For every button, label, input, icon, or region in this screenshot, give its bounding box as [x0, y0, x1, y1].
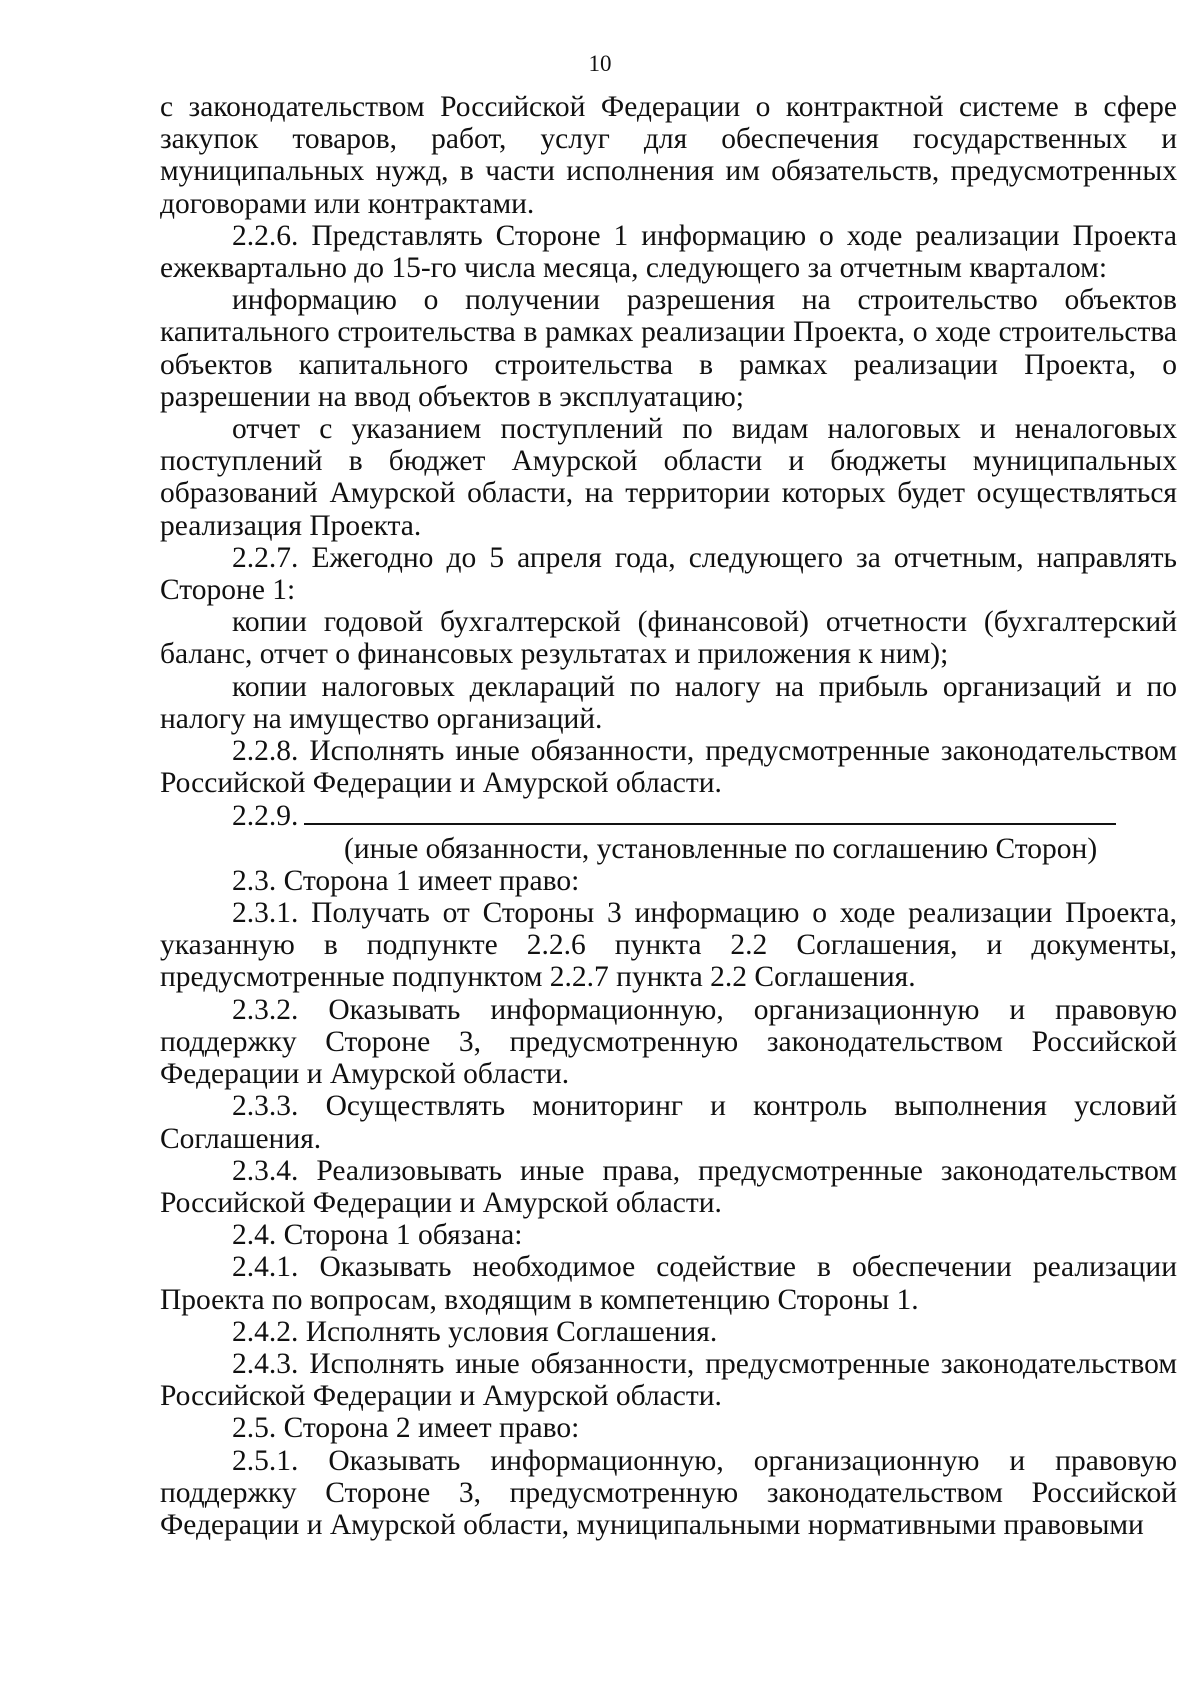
- paragraph-2-4-3: 2.4.3. Исполнять иные обязанности, предусмотренные законодательством Российской Федерации и Амурской области.: [160, 1347, 1177, 1413]
- paragraph-2-4: 2.4. Сторона 1 обязана:: [232, 1219, 523, 1252]
- blank-line-caption: (иные обязанности, установленные по соглашению Сторон): [344, 832, 1098, 865]
- paragraph-2-3-2: 2.3.2. Оказывать информационную, организационную и правовую поддержку Стороне 3, предусмотренную законодательством Российской Федерации и Амурской области.: [160, 993, 1177, 1091]
- paragraph-2-4-1: 2.4.1. Оказывать необходимое содействие в обеспечении реализации Проекта по вопросам, входящим в компетенцию Стороны 1.: [160, 1251, 1177, 1316]
- paragraph-construction-info: информацию о получении разрешения на строительство объектов капитального строительства в рамках реализации Проекта, о ходе строительства объектов капитального строительства в рамках реализации Проекта, о разрешении на ввод объектов в эксплуатацию;: [160, 284, 1177, 413]
- paragraph-continuation: с законодательством Российской Федерации о контрактной системе в сфере закупок товаров, работ, услуг для обеспечения государственных и муниципальных нужд, в части исполнения им обязательств, предусмотренных договорами или контрактами.: [160, 91, 1177, 220]
- paragraph-2-5: 2.5. Сторона 2 имеет право:: [232, 1412, 580, 1445]
- clause-number-2-2-9: 2.2.9.: [232, 800, 299, 833]
- document-body: [160, 91, 1177, 1541]
- fill-in-blank-line: [304, 799, 1116, 825]
- paragraph-2-2-6: 2.2.6. Представлять Стороне 1 информацию о ходе реализации Проекта ежеквартально до 15-го числа месяца, следующего за отчетным кварталом:: [160, 219, 1177, 285]
- paragraph-2-5-1: 2.5.1. Оказывать информационную, организационную и правовую поддержку Стороне 3, предусмотренную законодательством Российской Федерации и Амурской области, муниципальными нормативными правовыми: [160, 1444, 1177, 1541]
- page-number: 10: [588, 51, 612, 76]
- paragraph-tax-report: отчет с указанием поступлений по видам налоговых и неналоговых поступлений в бюджет Амурской области и бюджеты муниципальных образований Амурской области, на территории которых будет осуществляться реализация Проекта.: [160, 413, 1177, 542]
- paragraph-2-2-8: 2.2.8. Исполнять иные обязанности, предусмотренные законодательством Российской Федерации и Амурской области.: [160, 735, 1177, 800]
- paragraph-tax-declarations: копии налоговых деклараций по налогу на прибыль организаций и по налогу на имущество организаций.: [160, 670, 1177, 735]
- paragraph-2-3-1: 2.3.1. Получать от Стороны 3 информацию о ходе реализации Проекта, указанную в подпункте 2.2.6 пункта 2.2 Соглашения, и документы, предусмотренные подпунктом 2.2.7 пункта 2.2 Соглашения.: [160, 897, 1177, 994]
- paragraph-2-3-3: 2.3.3. Осуществлять мониторинг и контроль выполнения условий Соглашения.: [160, 1090, 1177, 1155]
- paragraph-2-2-9: [160, 799, 1177, 832]
- paragraph-2-3: 2.3. Сторона 1 имеет право:: [232, 864, 580, 897]
- paragraph-2-4-2: 2.4.2. Исполнять условия Соглашения.: [232, 1315, 718, 1348]
- paragraph-accounting-copies: копии годовой бухгалтерской (финансовой) отчетности (бухгалтерский баланс, отчет о финансовых результатах и приложения к ним);: [160, 606, 1177, 671]
- paragraph-2-2-7: 2.2.7. Ежегодно до 5 апреля года, следующего за отчетным, направлять Стороне 1:: [160, 541, 1177, 607]
- paragraph-2-3-4: 2.3.4. Реализовывать иные права, предусмотренные законодательством Российской Федерации и Амурской области.: [160, 1154, 1177, 1219]
